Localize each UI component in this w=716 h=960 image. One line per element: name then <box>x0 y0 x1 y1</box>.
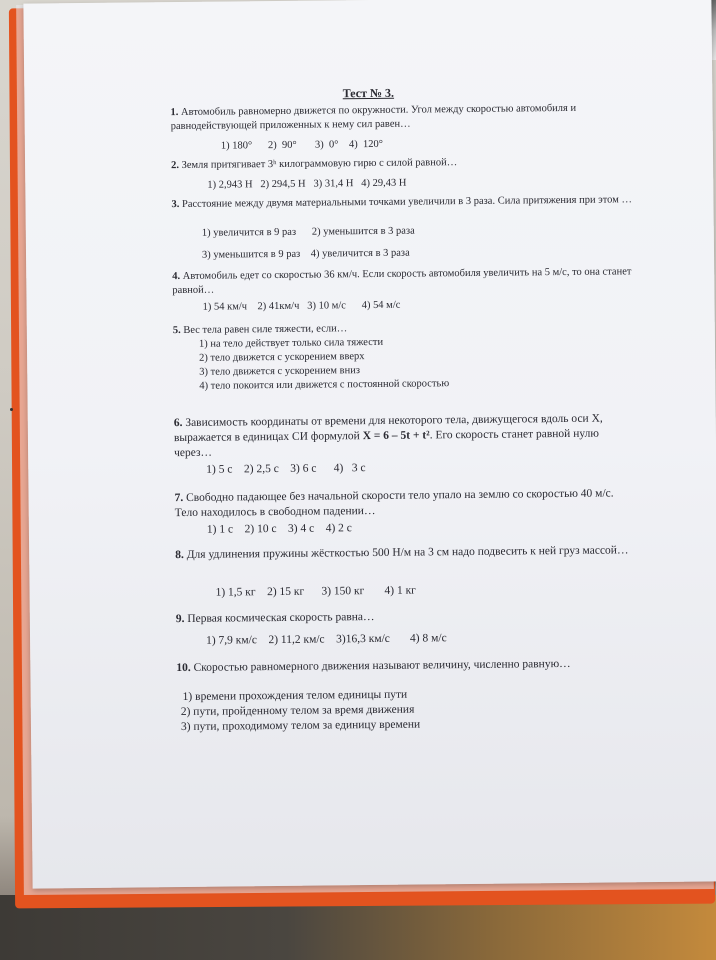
answers-9: 1) 7,9 км/с 2) 11,2 км/с 3)16,3 км/с 4) 8 м/с <box>206 632 447 647</box>
test-sheet <box>23 0 716 889</box>
question-number: 3. <box>171 199 180 211</box>
question-text: Скоростью равномерного движения называют величину, численно равную… <box>193 657 571 674</box>
question-text: Автомобиль равномерно движется по окружности. Угол между скоростью автомобиля и равнодействующей приложенных к нему сил равен… <box>170 102 577 133</box>
answer-option: 1) на тело действует только сила тяжести <box>198 336 384 350</box>
question-text: Свободно падающее без начальной скорости тело упало на землю со скоростью 40 м/с. Тело находилось в свободном падении… <box>174 487 614 520</box>
answers-8: 1) 1,5 кг 2) 15 кг 3) 150 кг 4) 1 кг <box>215 584 416 599</box>
question-number: 6. <box>173 416 183 430</box>
question-number: 10. <box>176 661 191 675</box>
question-10 <box>176 656 646 676</box>
question-text: Вес тела равен силе тяжести, если… <box>183 323 348 336</box>
question-text: Земля притягивает 3ʰ килограммовую гирю с силой равной… <box>181 157 458 171</box>
question-text: Автомобиль едет со скоростью 36 км/ч. Если скорость автомобиля увеличить на 5 м/с, то она станет равной… <box>172 266 632 297</box>
question-1 <box>170 101 640 134</box>
question-9 <box>176 607 646 627</box>
question-2 <box>171 154 641 173</box>
answer-option: 2) тело движется с ускорением вверх <box>199 351 365 364</box>
question-number: 2. <box>171 160 180 172</box>
question-text: Для удлинения пружины жёсткостью 500 Н/м на 3 см надо подвесить к ней груз массой… <box>186 544 629 561</box>
answer-option: 1) увеличится в 9 раз 2) уменьшится в 3 раза <box>201 225 415 239</box>
answer-option: 2) пути, пройденному телом за время движения <box>180 703 415 719</box>
question-text: . Его скорость станет равной нулю через… <box>174 427 599 460</box>
answers-6: 1) 5 с 2) 2,5 с 3) 6 с 4) 3 с <box>206 462 366 476</box>
question-4 <box>172 265 642 298</box>
question-8 <box>175 543 640 563</box>
answer-option: 3) уменьшится в 9 раз 4) увеличится в 3 раза <box>201 247 410 261</box>
answers-1: 1) 180° 2) 90° 3) 0° 4) 120° <box>220 138 383 152</box>
question-7 <box>174 486 639 521</box>
question-6 <box>174 411 639 461</box>
question-5 <box>173 319 643 338</box>
question-number: 5. <box>172 324 181 337</box>
answer-option: 3) тело движется с ускорением вниз <box>199 365 361 378</box>
question-number: 9. <box>175 612 185 626</box>
question-3 <box>171 193 641 212</box>
question-number: 8. <box>175 548 184 562</box>
formula: Х = 6 – 5t + t² <box>362 429 430 443</box>
question-number: 4. <box>172 271 181 283</box>
answers-4: 1) 54 км/ч 2) 41км/ч 3) 10 м/с 4) 54 м/с <box>202 299 401 313</box>
page-title: Тест № 3. <box>342 85 395 101</box>
answers-7: 1) 1 с 2) 10 с 3) 4 с 4) 2 с <box>206 522 352 536</box>
answer-option: 3) пути, проходимому телом за единицу времени <box>180 718 421 734</box>
answer-option: 4) тело покоится или движется с постоянной скоростью <box>199 378 450 392</box>
question-text: Расстояние между двумя материальными точками увеличили в 3 раза. Сила притяжения при этом … <box>181 194 633 210</box>
question-number: 7. <box>174 491 184 505</box>
answers-2: 1) 2,943 Н 2) 294,5 Н 3) 31,4 Н 4) 29,43 Н <box>207 177 407 191</box>
question-text: Зависимость координаты от времени для некоторого тела, движущегося вдоль оси Х, выражается в единицах СИ формулой <box>173 412 603 445</box>
stray-mark <box>10 408 13 411</box>
question-number: 1. <box>170 107 179 119</box>
question-text: Первая космическая скорость равна… <box>187 610 375 625</box>
answer-option: 1) времени прохождения телом единицы пути <box>182 688 408 703</box>
